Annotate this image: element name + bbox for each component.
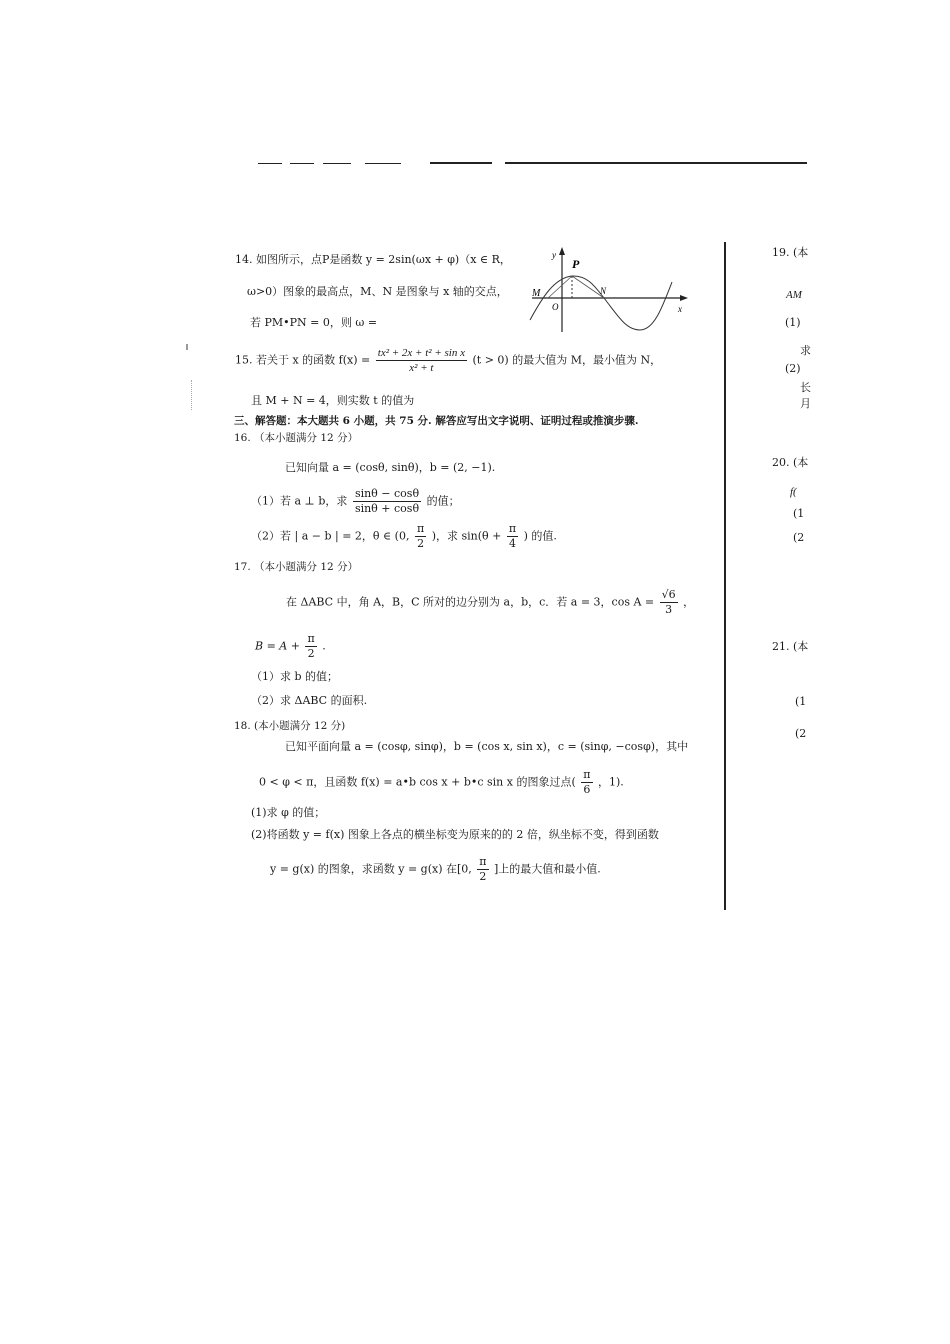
r-q20-p2: (2 <box>793 531 805 544</box>
q17-pi-over-2 <box>305 632 316 661</box>
r-fx: f( <box>790 486 797 498</box>
q16-head: 16. （本小题满分 12 分） <box>234 432 359 444</box>
r-c1: 求 <box>800 344 811 357</box>
column-divider <box>724 242 726 910</box>
q17-three: 3 <box>665 603 673 616</box>
q18-part1: (1)求 φ 的值； <box>251 806 326 819</box>
q14-graph-O: O <box>552 302 559 312</box>
q18-pi-over-2 <box>477 855 488 884</box>
r-c2: 长 <box>800 381 811 394</box>
q16-p1-fraction <box>353 487 421 516</box>
q15-prefix: 15. 若关于 x 的函数 f(x) = <box>235 353 371 367</box>
q15-fraction <box>376 346 467 375</box>
q18-l5-post: ]上的最大值和最小值. <box>494 862 601 876</box>
q17-head: 17. （本小题满分 12 分） <box>234 561 359 573</box>
q18-head: 18. (本小题满分 12 分) <box>234 720 346 732</box>
q18-line2 <box>259 768 624 797</box>
q15-suffix: (t > 0) 的最大值为 M，最小值为 N， <box>472 353 662 367</box>
q16-p2-pre: （2）若 | a − b | = 2，θ ∈ (0, <box>251 529 410 543</box>
q17-sqrt6: √6 <box>661 588 676 601</box>
r-c3: 月 <box>800 397 811 410</box>
top-dash-5 <box>430 162 492 164</box>
q14-graph-y: y <box>552 250 556 260</box>
q16-p2-mid: )，求 sin(θ + <box>431 529 502 543</box>
q15-line1 <box>235 346 661 375</box>
q14-graph-N: N <box>600 286 607 296</box>
q18-line5 <box>270 855 601 884</box>
q14-sine-graph <box>528 244 694 334</box>
q18-pi-over-6 <box>581 768 592 797</box>
top-dash-6 <box>505 162 807 164</box>
q17-l1-post: ， <box>683 595 695 609</box>
top-dash-2 <box>290 163 314 164</box>
q16-p2-frac1-num: π <box>416 522 425 535</box>
q14-line3: 若 PM•PN = 0，则 ω = <box>250 316 378 329</box>
section3-header: 三、解答题：本大题共 6 小题，共 75 分. 解答应写出文字说明、证明过程或推演步骤. <box>234 415 639 427</box>
scan-speck <box>191 380 193 410</box>
r-p2: (2) <box>785 362 801 375</box>
q15-numerator: tx² + 2x + t² + sin x <box>377 347 465 359</box>
q17-l2-post: . <box>322 639 326 653</box>
q14-graph-M: M <box>532 288 541 299</box>
q17-pi: π <box>307 632 315 645</box>
q16-p1-post: 的值； <box>426 494 460 508</box>
q18-pi-2: π <box>479 855 487 868</box>
r-p1: (1) <box>785 316 801 329</box>
q18-l2-pre: 0 < φ < π，且函数 f(x) = a•b cos x + b•c sin x 的图象过点( <box>259 775 576 789</box>
q15-line2: 且 M + N = 4，则实数 t 的值为 <box>251 394 415 407</box>
r-q21: 21. (本 <box>772 640 809 653</box>
q18-l5-pre: y = g(x) 的图象，求函数 y = g(x) 在[0, <box>270 862 472 876</box>
q16-p2-frac2-den: 4 <box>508 537 516 550</box>
q16-p2-frac1 <box>415 522 426 551</box>
q16-part1 <box>251 487 460 516</box>
q17-two: 2 <box>307 647 315 660</box>
q14-line2: ω>0）图象的最高点，M、N 是图象与 x 轴的交点， <box>247 285 508 298</box>
q16-p2-post: ) 的值. <box>523 529 557 543</box>
q17-l2-pre: B = A + <box>255 639 300 653</box>
r-q20-p1: (1 <box>793 507 805 520</box>
r-q20: 20. (本 <box>772 456 809 469</box>
q16-given: 已知向量 a = (cosθ, sinθ)，b = (2, −1). <box>285 461 496 474</box>
q14-graph-P: P <box>572 257 580 271</box>
q17-cosA-fraction <box>660 588 678 617</box>
q18-part2: (2)将函数 y = f(x) 图象上各点的横坐标变为原来的的 2 倍，纵坐标不变，得到函数 <box>251 828 659 841</box>
top-dash-3 <box>323 163 351 164</box>
q17-part2: （2）求 ΔABC 的面积. <box>251 694 368 707</box>
q18-six: 6 <box>583 783 591 796</box>
r-am: AM <box>786 289 802 301</box>
q16-part2 <box>251 522 557 551</box>
q15-denominator: x² + t <box>409 362 434 374</box>
r-q21-p1: (1 <box>795 695 807 708</box>
q17-line2 <box>255 632 326 661</box>
q16-p2-frac2-num: π <box>508 522 517 535</box>
r-q19: 19. (本 <box>772 246 809 259</box>
top-dash-1 <box>258 163 282 164</box>
top-dash-4 <box>365 163 401 164</box>
q17-l1-pre: 在 ΔABC 中，角 A，B，C 所对的边分别为 a，b，c．若 a = 3，cos A = <box>286 595 655 609</box>
q16-p1-den: sinθ + cosθ <box>354 502 420 515</box>
q17-line1 <box>286 588 694 617</box>
q18-two: 2 <box>479 870 487 883</box>
q16-p1-num: sinθ − cosθ <box>354 487 420 500</box>
q14-graph-x: x <box>678 304 682 314</box>
q14-line1: 14. 如图所示，点P是函数 y = 2sin(ωx + φ)（x ∈ R， <box>235 253 511 266</box>
q17-part1: （1）求 b 的值； <box>251 670 339 683</box>
scan-speck <box>186 344 188 350</box>
r-q21-p2: (2 <box>795 727 807 740</box>
q18-l2-post: ，1). <box>598 775 624 789</box>
q16-p1-pre: （1）若 a ⊥ b，求 <box>251 494 348 508</box>
q18-line1: 已知平面向量 a = (cosφ, sinφ)，b = (cos x, sin x)，c = (sinφ, −cosφ)，其中 <box>285 740 689 753</box>
q18-pi: π <box>583 768 591 781</box>
q16-p2-frac2 <box>507 522 518 551</box>
q16-p2-frac1-den: 2 <box>417 537 425 550</box>
